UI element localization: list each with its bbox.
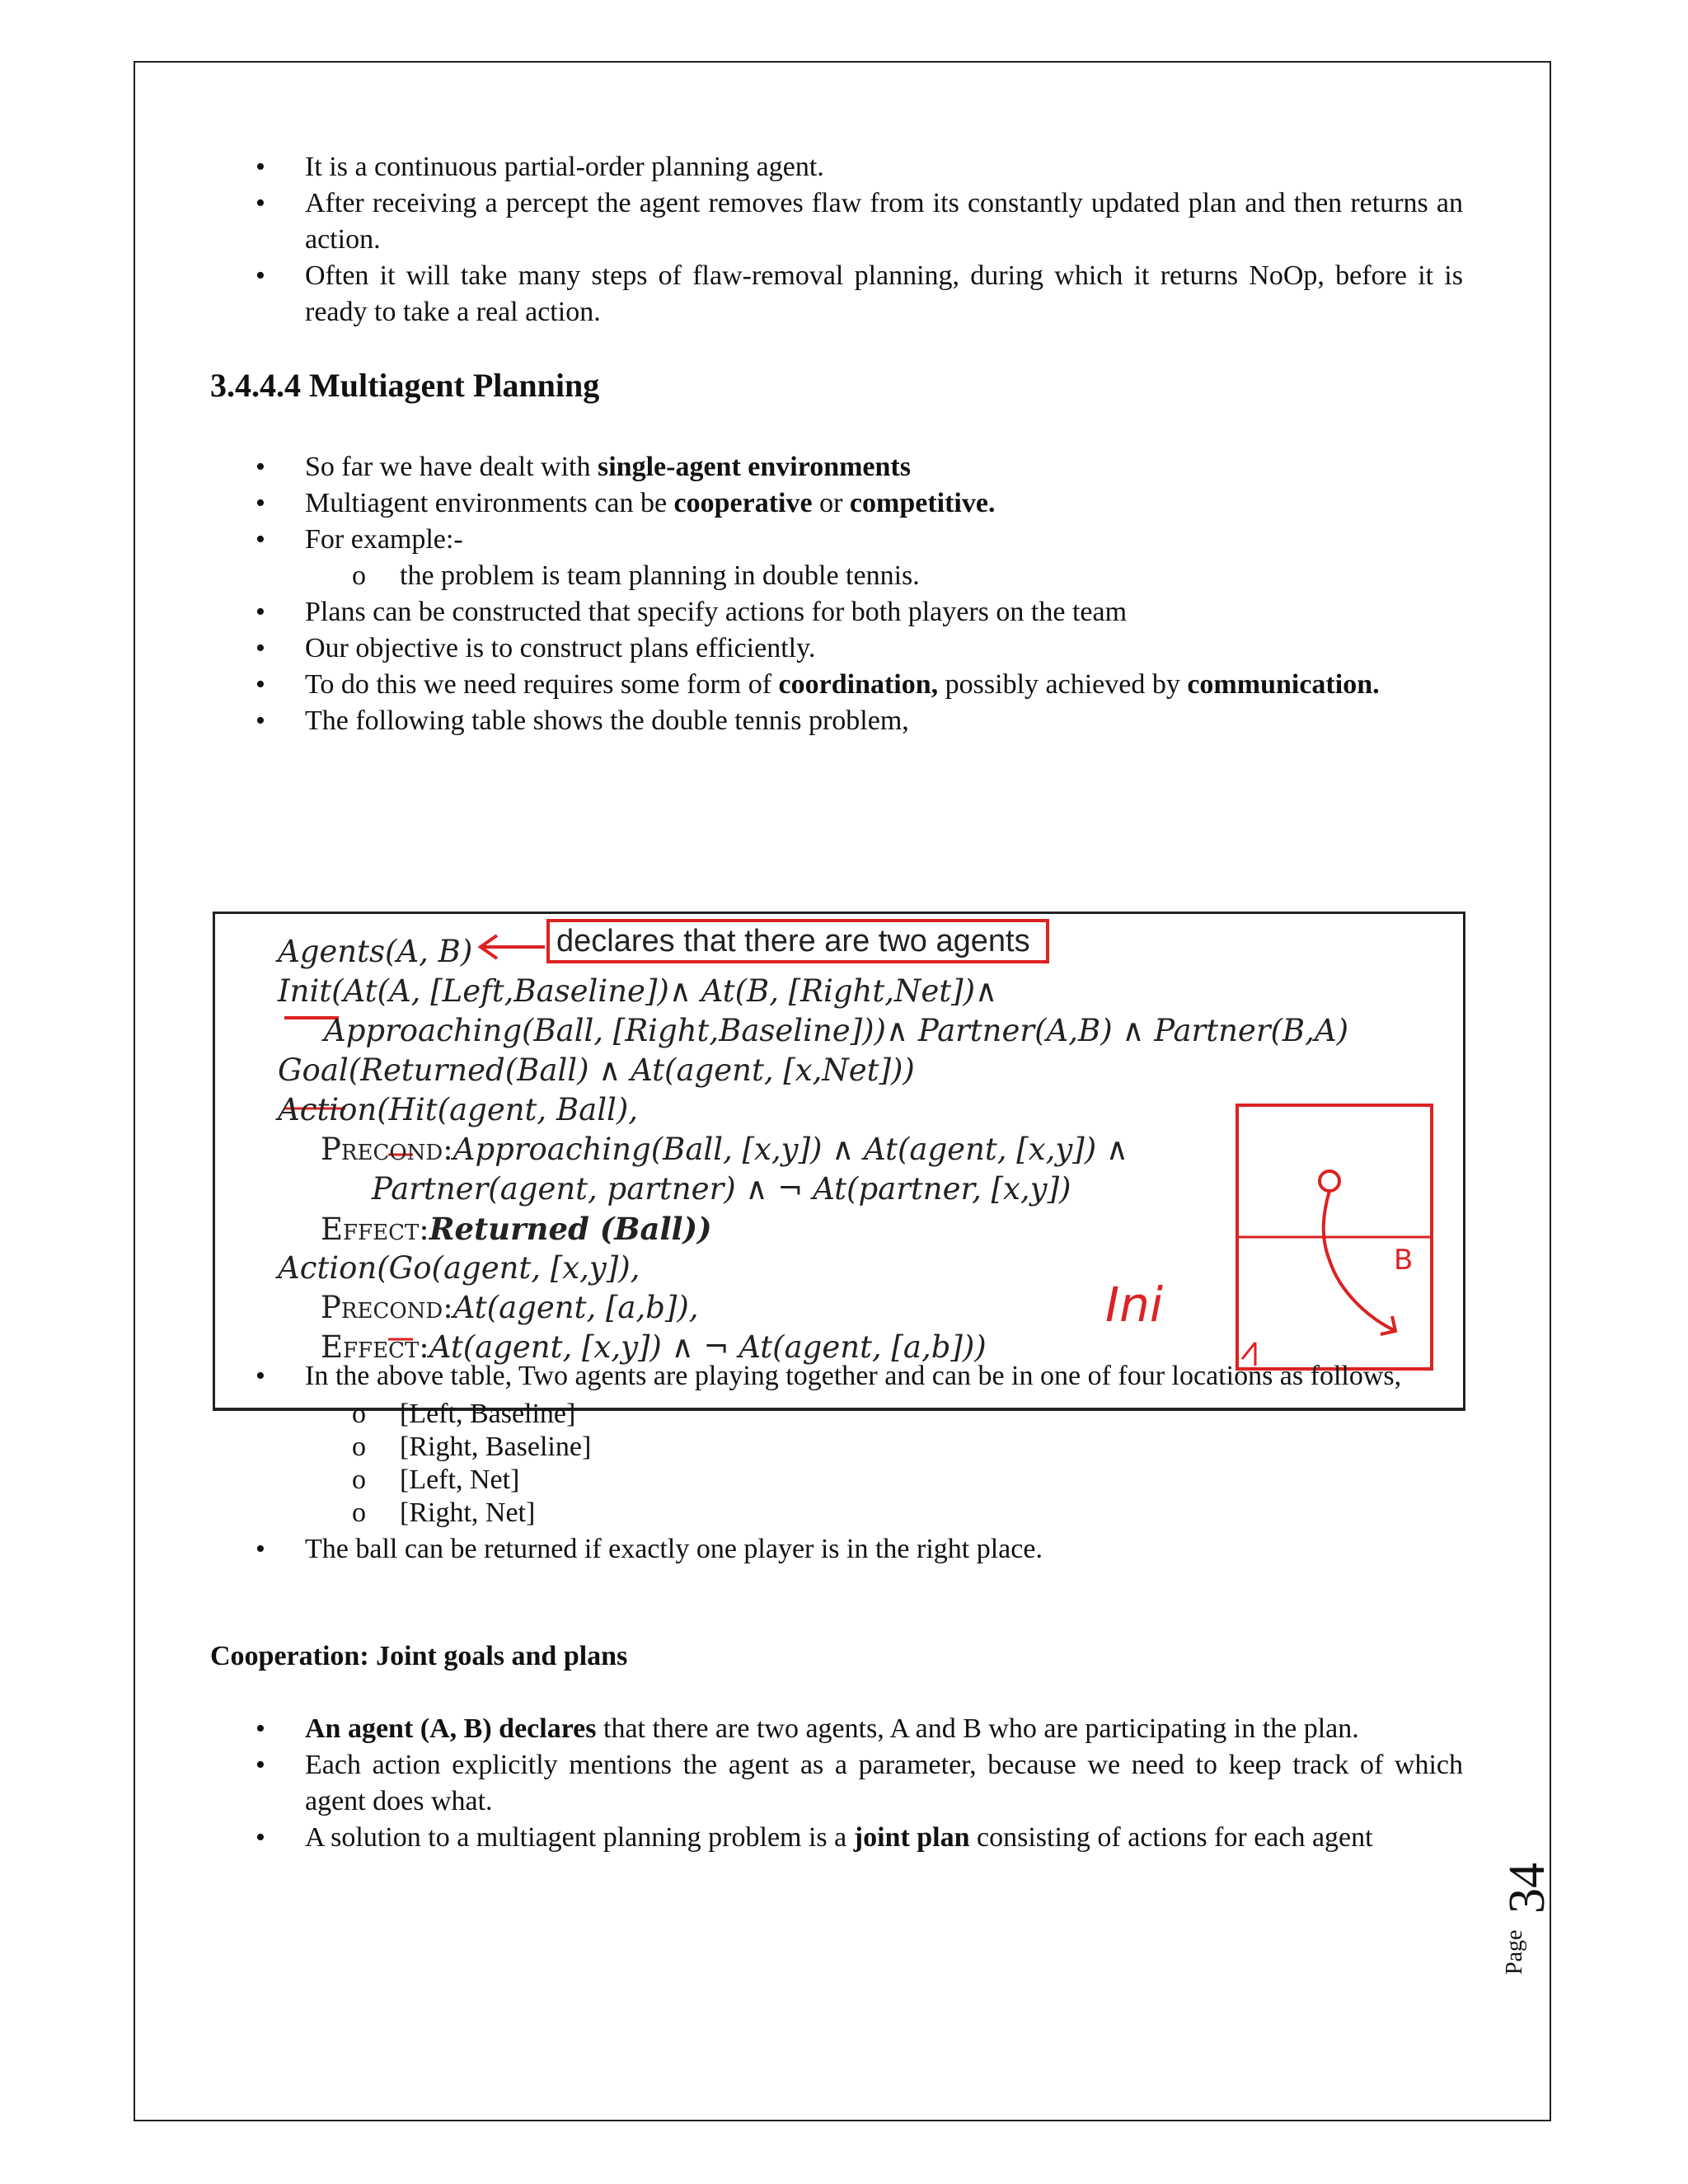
handwritten-note: Ini: [1105, 1277, 1163, 1333]
sub-list-item: o [Right, Net]: [210, 1495, 1463, 1531]
figure-line: Approaching(Ball, [Right,Baseline]))∧ Partner(A,B) ∧ Partner(B,A): [324, 1013, 1349, 1048]
figure-line: Agents(A, B): [278, 934, 473, 969]
tennis-problem-figure: [213, 912, 1465, 1411]
figure-line: Precond:Approaching(Ball, [x,y]) ∧ At(agent, [x,y]) ∧: [321, 1132, 1128, 1167]
figure-line: Effect:At(agent, [x,y]) ∧ ¬ At(agent, [a,b])): [321, 1329, 987, 1365]
intro-list: [210, 149, 1463, 330]
handwritten-b: B: [1394, 1244, 1414, 1277]
list-item: • For example:-: [210, 522, 1463, 558]
sub-list-item: o [Right, Baseline]: [210, 1429, 1463, 1465]
list-item: • To do this we need requires some form of coordination, possibly achieved by communication.: [210, 667, 1463, 703]
list-item: • Each action explicitly mentions the agent as a parameter, because we need to keep track of which agent does what.: [210, 1747, 1463, 1820]
court-sketch: [215, 914, 1465, 1411]
figure-line: Action(Hit(agent, Ball),: [278, 1092, 639, 1127]
list-item: • In the above table, Two agents are playing together and can be in one of four locations as follows,: [210, 1358, 1463, 1394]
figure-line: Goal(Returned(Ball) ∧ At(agent, [x,Net])): [278, 1052, 915, 1088]
list-item: • Often it will take many steps of flaw-removal planning, during which it returns NoOp, before it is ready to take a real action.: [210, 258, 1463, 330]
multiagent-list: [210, 449, 1463, 739]
subsection-heading: Cooperation: Joint goals and plans: [210, 1641, 628, 1671]
sub-list-item: o [Left, Net]: [210, 1462, 1463, 1498]
locations-section: [210, 1358, 1463, 1568]
list-item: • An agent (A, B) declares that there are two agents, A and B who are participating in the plan.: [210, 1711, 1463, 1747]
figure-line: Action(Go(agent, [x,y]),: [278, 1250, 640, 1286]
list-item: • The ball can be returned if exactly one player is in the right place.: [210, 1531, 1463, 1568]
sub-list-item: o the problem is team planning in double tennis.: [210, 558, 1463, 594]
callout-box: declares that there are two agents: [546, 919, 1049, 963]
list-item: • The following table shows the double tennis problem,: [210, 703, 1463, 739]
list-item: • So far we have dealt with single-agent environments: [210, 449, 1463, 485]
figure-line: Partner(agent, partner) ∧ ¬ At(partner, [x,y]): [372, 1171, 1071, 1207]
list-item: • A solution to a multiagent planning problem is a joint plan consisting of actions for each agent: [210, 1820, 1463, 1856]
list-item: • After receiving a percept the agent removes flaw from its constantly updated plan and then returns an action.: [210, 185, 1463, 258]
list-item: • It is a continuous partial-order planning agent.: [210, 149, 1463, 185]
list-item: • Multiagent environments can be cooperative or competitive.: [210, 485, 1463, 522]
sub-list-item: o [Left, Baseline]: [210, 1396, 1463, 1432]
cooperation-list: [210, 1711, 1463, 1856]
section-heading: 3.4.4.4 Multiagent Planning: [210, 367, 600, 404]
figure-line: Precond:At(agent, [a,b]),: [321, 1290, 699, 1325]
figure-line: Init(At(A, [Left,Baseline])∧ At(B, [Right,Net])∧: [278, 973, 998, 1009]
figure-line: Effect:Returned (Ball)): [321, 1211, 712, 1247]
list-item: • Our objective is to construct plans efficiently.: [210, 630, 1463, 667]
page-label: Page: [1502, 1929, 1527, 1975]
page-number-value: 34: [1499, 1863, 1555, 1914]
page-number: [1498, 1846, 1555, 1978]
list-item: • Plans can be constructed that specify actions for both players on the team: [210, 594, 1463, 630]
